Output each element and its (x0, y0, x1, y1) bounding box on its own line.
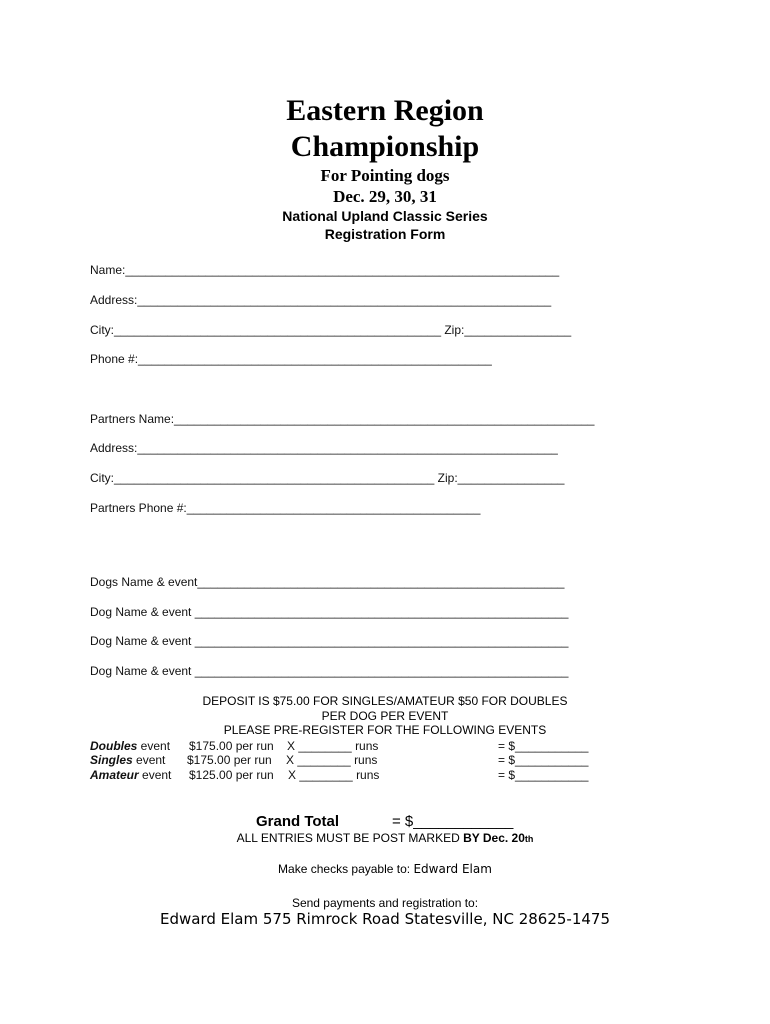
dog-event-field-1[interactable]: Dogs Name & event_______________________________________________________ (90, 575, 565, 589)
dog-event-field-4[interactable]: Dog Name & event ________________________________________________________ (90, 664, 569, 678)
partner-name-field[interactable]: Partners Name:_______________________________________________________________ (90, 412, 595, 426)
deposit-line-3: PLEASE PRE-REGISTER FOR THE FOLLOWING EVENTS (223, 723, 547, 737)
address-field[interactable]: Address:______________________________________________________________ (90, 293, 552, 307)
event-label: Amateur event (90, 768, 172, 782)
event-total-field[interactable]: = $___________ (498, 753, 589, 767)
phone-field[interactable]: Phone #:_____________________________________________________ (90, 352, 492, 366)
event-total-field[interactable]: = $___________ (498, 768, 589, 782)
subtitle: For Pointing dogs (320, 166, 450, 185)
deposit-line-2: PER DOG PER EVENT (321, 709, 449, 723)
postmark-notice: ALL ENTRIES MUST BE POST MARKED BY Dec. 20th (236, 831, 534, 845)
title-line-1: Eastern Region (286, 94, 484, 127)
name-field[interactable]: Name:_________________________________________________________________ (90, 263, 560, 277)
mailing-address: Edward Elam 575 Rimrock Road Statesville, NC 28625-1475 (159, 910, 611, 928)
event-label: Singles event (90, 753, 166, 767)
event-label: Doubles event (90, 739, 171, 753)
partner-phone-field[interactable]: Partners Phone #:____________________________________________ (90, 501, 481, 515)
dog-event-field-2[interactable]: Dog Name & event ________________________________________________________ (90, 605, 569, 619)
series-name: National Upland Classic Series (282, 208, 488, 224)
event-runs-field[interactable]: X ________ runs (288, 768, 380, 782)
event-dates: Dec. 29, 30, 31 (333, 187, 437, 206)
event-runs-field[interactable]: X ________ runs (287, 739, 379, 753)
dog-event-field-3[interactable]: Dog Name & event ________________________________________________________ (90, 634, 569, 648)
partner-address-field[interactable]: Address:_______________________________________________________________ (90, 441, 558, 455)
grand-total-field[interactable]: = $____________ (392, 813, 514, 830)
checks-payable: Make checks payable to: Edward Elam (278, 862, 492, 876)
event-runs-field[interactable]: X ________ runs (286, 753, 378, 767)
event-price: $125.00 per run (189, 768, 274, 782)
event-price: $175.00 per run (187, 753, 272, 767)
city-zip-field[interactable]: City:_________________________________________________ Zip:________________ (90, 323, 572, 337)
partner-city-zip-field[interactable]: City:________________________________________________ Zip:________________ (90, 471, 565, 485)
deposit-line-1: DEPOSIT IS $75.00 FOR SINGLES/AMATEUR $50 FOR DOUBLES (202, 694, 568, 708)
event-total-field[interactable]: = $___________ (498, 739, 589, 753)
form-name: Registration Form (324, 226, 446, 242)
grand-total-label: Grand Total (256, 813, 340, 830)
title-line-2: Championship (290, 130, 480, 163)
event-price: $175.00 per run (189, 739, 274, 753)
send-payments-label: Send payments and registration to: (291, 896, 479, 910)
